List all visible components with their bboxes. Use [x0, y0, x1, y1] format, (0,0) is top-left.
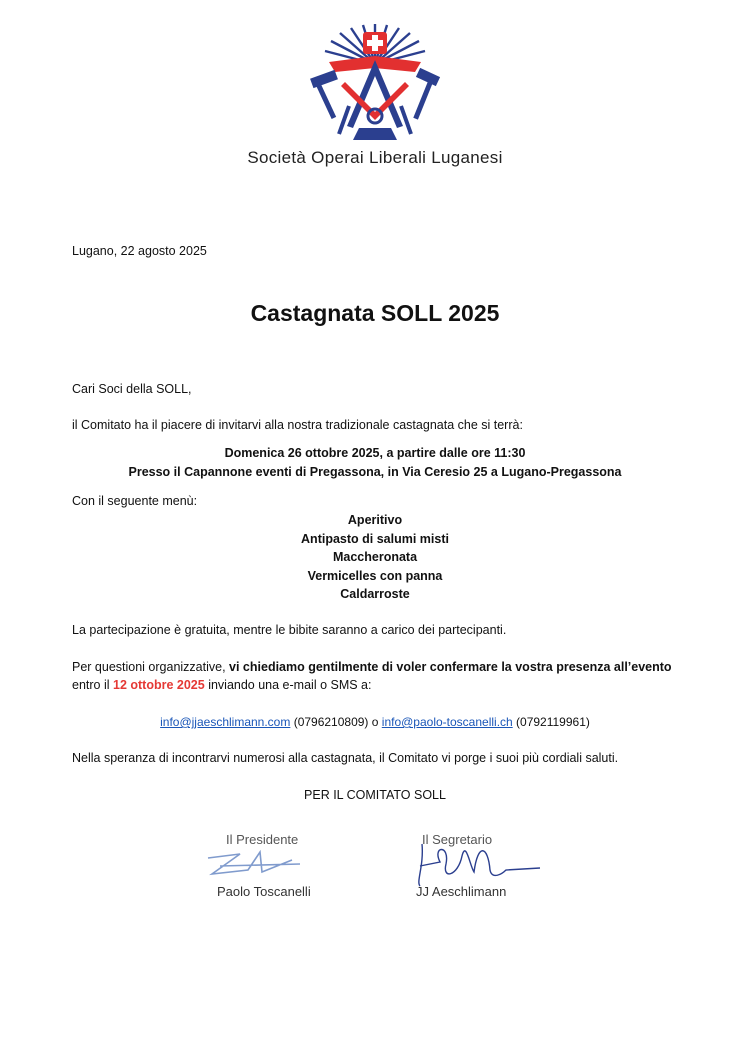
secretary-name: JJ Aeschlimann [416, 884, 507, 899]
confirm-text-3: entro il [72, 678, 113, 692]
confirm-text-1: Per questioni organizzative, [72, 660, 230, 674]
menu-intro: Con il seguente menù: [72, 494, 198, 508]
soll-emblem-logo [305, 16, 445, 146]
confirm-text-4: inviando una e-mail o SMS a: [204, 678, 372, 692]
event-date: Domenica 26 ottobre 2025, a partire dalle ore 11:30 [224, 446, 526, 460]
president-role: Il Presidente [226, 832, 299, 847]
salutation: Cari Soci della SOLL, [72, 382, 192, 396]
president-name: Paolo Toscanelli [217, 884, 311, 899]
menu-item: Aperitivo [347, 513, 403, 527]
president-signature [200, 840, 310, 885]
contact-phone-2: (0792119961) [512, 715, 590, 729]
letter-title: Castagnata SOLL 2025 [250, 300, 500, 326]
deadline-date: 12 ottobre 2025 [113, 678, 205, 692]
participation-note: La partecipazione è gratuita, mentre le bibite saranno a carico dei partecipanti. [72, 623, 507, 637]
menu-item: Maccheronata [332, 550, 418, 564]
contact-email-link-2[interactable]: info@paolo-toscanelli.ch [381, 715, 513, 729]
menu-list [0, 511, 750, 604]
intro-paragraph: il Comitato ha il piacere di invitarvi alla nostra tradizionale castagnata che si terrà: [72, 418, 523, 432]
contact-line [0, 713, 750, 731]
contact-email-link-1[interactable]: info@jjaeschlimann.com [160, 715, 291, 729]
organization-name: Società Operai Liberali Luganesi [247, 148, 503, 167]
menu-item: Caldarroste [340, 587, 410, 601]
menu-item: Vermicelles con panna [307, 568, 443, 583]
secretary-role: Il Segretario [422, 832, 493, 847]
date-line: Lugano, 22 agosto 2025 [72, 244, 207, 258]
menu-item: Antipasto di salumi misti [301, 531, 449, 546]
contact-separator: o [368, 715, 382, 729]
confirm-text-2: vi chiediamo gentilmente di voler confermare la vostra presenza all’evento [229, 660, 672, 674]
confirmation-paragraph [72, 658, 682, 694]
closing-paragraph: Nella speranza di incontrarvi numerosi alla castagnata, il Comitato vi porge i suoi più cordiali saluti. [72, 751, 619, 765]
contact-phone-1: (0796210809) [290, 715, 369, 729]
event-place: Presso il Capannone eventi di Pregassona, in Via Ceresio 25 a Lugano-Pregassona [128, 465, 622, 479]
committee-signoff: PER IL COMITATO SOLL [304, 788, 446, 802]
